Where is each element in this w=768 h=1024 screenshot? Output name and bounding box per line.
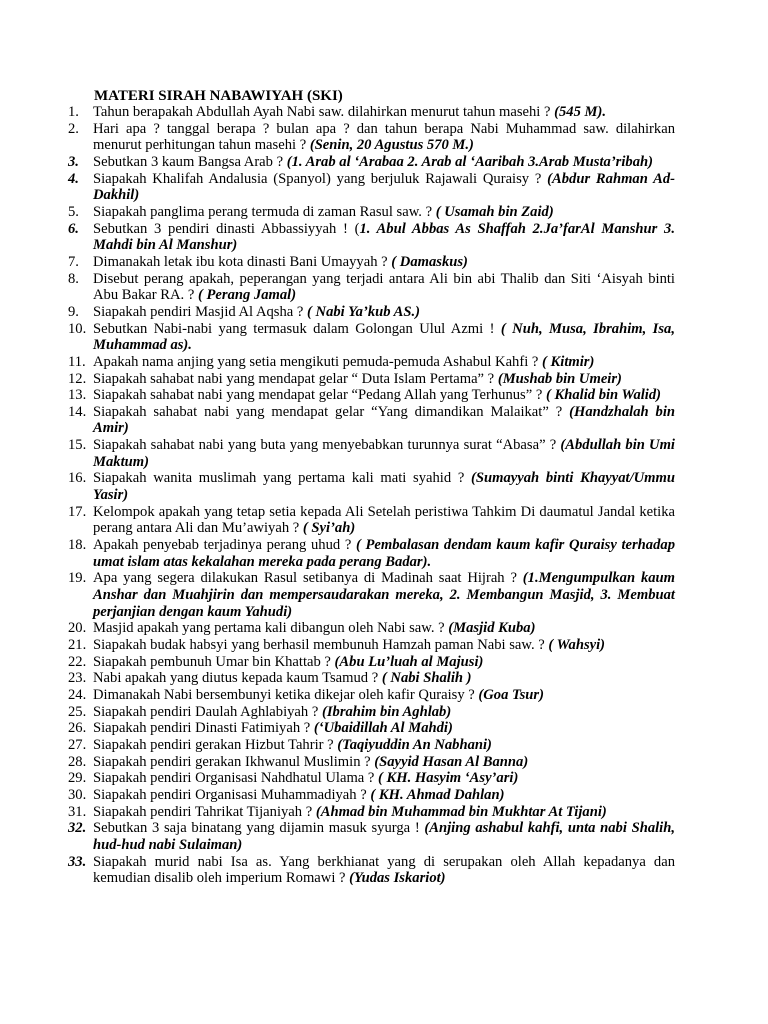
answer-text: (Handzhalah bin Amir): [93, 403, 675, 437]
question-number: 8.: [68, 270, 79, 287]
question-prompt: Siapakah pendiri gerakan Ikhwanul Muslimin ?: [93, 753, 375, 770]
question-text: [93, 271, 675, 304]
answer-text: ( Syi’ah): [302, 520, 356, 537]
question-item: [0, 537, 768, 570]
question-text: [93, 404, 675, 437]
question-text: [93, 687, 675, 704]
question-item: [0, 171, 768, 204]
question-text: [93, 321, 675, 354]
question-number: 21.: [68, 637, 87, 653]
question-number: 16.: [68, 470, 87, 487]
question-number: 7.: [68, 253, 79, 270]
question-number: 6.: [68, 220, 79, 237]
question-number: 2.: [68, 120, 79, 137]
question-item: [0, 204, 768, 221]
question-list: [0, 104, 768, 887]
question-prompt: Siapakah panglima perang termuda di zaman Rasul saw. ?: [93, 203, 436, 220]
question-prompt: Nabi apakah yang diutus kepada kaum Tsamud ?: [93, 670, 382, 687]
question-prompt: Siapakah budak habsyi yang berhasil membunuh Hamzah paman Nabi saw. ?: [93, 637, 549, 653]
question-number: 23.: [68, 670, 87, 687]
question-number: 20.: [68, 620, 87, 637]
question-number: 25.: [68, 703, 87, 720]
question-text: [93, 704, 675, 721]
answer-text: ( Usamah bin Zaid): [435, 203, 554, 220]
question-number: 10.: [68, 320, 87, 337]
question-text: [93, 470, 675, 503]
question-item: [0, 620, 768, 637]
question-number: 12.: [68, 370, 87, 387]
question-number: 9.: [68, 303, 79, 320]
answer-text: 1. Abul Abbas As Shaffah 2.Ja’farAl Manshur 3. Mahdi bin Al Manshur): [93, 220, 675, 254]
question-text: [93, 437, 675, 470]
question-number: 27.: [68, 736, 87, 753]
question-text: [93, 104, 675, 121]
question-number: 33.: [68, 853, 87, 870]
question-text: [93, 387, 675, 404]
question-number: 30.: [68, 786, 87, 803]
question-item: [0, 371, 768, 388]
question-number: 14.: [68, 403, 87, 420]
question-text: [93, 670, 675, 687]
question-number: 15.: [68, 437, 87, 454]
question-text: [93, 371, 675, 388]
question-item: [0, 637, 768, 654]
question-prompt: Dimanakah letak ibu kota dinasti Bani Umayyah ?: [93, 253, 392, 270]
question-prompt: Sebutkan 3 pendiri dinasti Abbassiyyah ! (: [93, 220, 360, 237]
question-item: [0, 254, 768, 271]
question-prompt: Siapakah sahabat nabi yang mendapat gelar “Pedang Allah yang Terhunus” ?: [93, 387, 546, 404]
answer-text: (545 M).: [554, 104, 607, 120]
question-item: [0, 354, 768, 371]
question-prompt: Siapakah sahabat nabi yang buta yang menyebabkan turunnya surat “Abasa” ?: [93, 437, 561, 454]
question-prompt: Kelompok apakah yang tetap setia kepada Ali Setelah peristiwa Tahkim Di daumatul Jandal ketika perang antara Ali dan Mu’awiyah ?: [93, 503, 675, 537]
question-item: [0, 770, 768, 787]
answer-text: ( Khalid bin Walid): [546, 387, 662, 404]
question-prompt: Tahun berapakah Abdullah Ayah Nabi saw. dilahirkan menurut tahun masehi ?: [93, 104, 555, 120]
answer-text: ( Pembalasan dendam kaum kafir Quraisy terhadap umat islam atas kekalahan mereka pada perang Badar).: [93, 537, 675, 570]
question-item: [0, 787, 768, 804]
answer-text: (1.Mengumpulkan kaum Anshar dan Muahjirin dan mempersaudarakan mereka, 2. Membangun Masjid, 3. Membuat perjanjian dengan kaum Yahudi): [93, 570, 676, 620]
answer-text: (Senin, 20 Agustus 570 M.): [309, 137, 474, 154]
answer-text: (Taqiyuddin An Nabhani): [337, 736, 492, 753]
question-prompt: Siapakah pendiri Daulah Aghlabiyah ?: [93, 703, 322, 720]
question-text: [93, 354, 675, 371]
question-item: [0, 404, 768, 437]
question-item: [0, 720, 768, 737]
question-number: 19.: [68, 570, 87, 587]
answer-text: ( Kitmir): [542, 353, 595, 370]
answer-text: (Ibrahim bin Aghlab): [321, 703, 452, 720]
question-prompt: Siapakah pendiri Dinasti Fatimiyah ?: [93, 720, 314, 737]
question-text: [93, 620, 675, 637]
question-prompt: Siapakah sahabat nabi yang mendapat gelar “Yang dimandikan Malaikat” ?: [93, 403, 570, 420]
question-prompt: Siapakah pendiri gerakan Hizbut Tahrir ?: [93, 736, 338, 753]
question-prompt: Siapakah sahabat nabi yang mendapat gelar “ Duta Islam Pertama” ?: [93, 370, 498, 387]
question-text: [93, 804, 675, 821]
answer-text: (Anjing ashabul kahfi, unta nabi Shalih, hud-hud nabi Sulaiman): [93, 820, 675, 853]
question-text: [93, 787, 675, 804]
answer-text: (Sayyid Hasan Al Banna): [374, 753, 529, 770]
question-number: 17.: [68, 503, 87, 520]
question-text: [93, 254, 675, 271]
answer-text: (Yudas Iskariot): [349, 870, 446, 887]
answer-text: ( Nuh, Musa, Ibrahim, Isa, Muhammad as).: [93, 320, 675, 354]
question-text: [93, 720, 675, 737]
question-item: [0, 737, 768, 754]
question-text: [93, 171, 675, 204]
question-prompt: Siapakah pendiri Organisasi Muhammadiyah ?: [93, 786, 371, 803]
question-number: 18.: [68, 537, 87, 554]
question-item: [0, 304, 768, 321]
question-item: [0, 271, 768, 304]
question-number: 31.: [68, 803, 87, 820]
question-number: 26.: [68, 720, 87, 737]
answer-text: (Abdur Rahman Ad-Dakhil): [93, 170, 675, 204]
question-prompt: Sebutkan Nabi-nabi yang termasuk dalam Golongan Ulul Azmi !: [93, 320, 501, 337]
question-number: 11.: [68, 353, 86, 370]
answer-text: (Abu Lu’luah al Majusi): [334, 653, 484, 670]
answer-text: (‘Ubaidillah Al Mahdi): [313, 720, 453, 737]
question-prompt: Siapakah wanita muslimah yang pertama kali mati syahid ?: [93, 470, 472, 487]
question-number: 24.: [68, 686, 87, 703]
answer-text: (Ahmad bin Muhammad bin Mukhtar At Tijani): [315, 803, 607, 820]
question-number: 32.: [68, 820, 87, 837]
question-item: [0, 154, 768, 171]
question-text: [93, 820, 675, 853]
question-item: [0, 754, 768, 771]
question-text: [93, 221, 675, 254]
answer-text: ( KH. Ahmad Dahlan): [370, 786, 505, 803]
answer-text: (Goa Tsur): [478, 686, 544, 703]
question-prompt: Sebutkan 3 kaum Bangsa Arab ?: [93, 153, 287, 170]
question-prompt: Hari apa ? tanggal berapa ? bulan apa ? dan tahun berapa Nabi Muhammad saw. dilahirkan menurut perhitungan tahun masehi ?: [93, 120, 675, 154]
question-item: [0, 470, 768, 503]
question-item: [0, 570, 768, 620]
question-item: [0, 854, 768, 887]
question-prompt: Siapakah pendiri Tahrikat Tijaniyah ?: [93, 803, 316, 820]
answer-text: ( KH. Hasyim ‘Asy’ari): [378, 770, 519, 787]
question-number: 4.: [68, 170, 79, 187]
question-number: 3.: [68, 153, 79, 170]
question-text: [93, 770, 675, 787]
question-text: [93, 637, 675, 654]
answer-text: (Masjid Kuba): [448, 620, 536, 637]
question-item: [0, 121, 768, 154]
question-item: [0, 820, 768, 853]
question-prompt: Apakah penyebab terjadinya perang uhud ?: [93, 537, 356, 554]
answer-text: ( Wahsyi): [548, 637, 606, 653]
question-text: [93, 154, 675, 171]
answer-text: (Sumayyah binti Khayyat/Ummu Yasir): [93, 470, 675, 504]
question-prompt: Disebut perang apakah, peperangan yang terjadi antara Ali bin abi Thalib dan Siti ‘Aisyah binti Abu Bakar RA. ?: [93, 270, 675, 304]
question-text: [93, 854, 675, 887]
question-text: [93, 737, 675, 754]
question-number: 22.: [68, 653, 87, 670]
answer-text: ( Damaskus): [391, 253, 468, 270]
question-prompt: Siapakah pendiri Organisasi Nahdhatul Ulama ?: [93, 770, 379, 787]
question-item: [0, 504, 768, 537]
answer-text: ( Nabi Ya’kub AS.): [307, 303, 421, 320]
question-item: [0, 687, 768, 704]
question-prompt: Siapakah pendiri Masjid Al Aqsha ?: [93, 303, 308, 320]
question-text: [93, 304, 675, 321]
question-number: 29.: [68, 770, 87, 787]
question-prompt: Dimanakah Nabi bersembunyi ketika dikejar oleh kafir Quraisy ?: [93, 686, 479, 703]
answer-text: ( Perang Jamal): [197, 287, 297, 304]
question-number: 1.: [68, 104, 79, 120]
answer-text: (Abdullah bin Umi Maktum): [93, 437, 675, 470]
question-prompt: Apakah nama anjing yang setia mengikuti pemuda-pemuda Ashabul Kahfi ?: [93, 353, 543, 370]
answer-text: (Mushab bin Umeir): [497, 370, 622, 387]
question-text: [93, 204, 675, 221]
question-prompt: Sebutkan 3 saja binatang yang dijamin masuk syurga !: [93, 820, 425, 837]
question-prompt: Siapakah pembunuh Umar bin Khattab ?: [93, 653, 335, 670]
answer-text: (1. Arab al ‘Arabaa 2. Arab al ‘Aaribah 3.Arab Musta’ribah): [286, 153, 653, 170]
question-item: [0, 654, 768, 671]
question-prompt: Apa yang segera dilakukan Rasul setibanya di Madinah saat Hijrah ?: [93, 570, 523, 587]
question-prompt: Masjid apakah yang pertama kali dibangun oleh Nabi saw. ?: [93, 620, 449, 637]
question-item: [0, 104, 768, 121]
question-prompt: Siapakah Khalifah Andalusia (Spanyol) yang berjuluk Rajawali Quraisy ?: [93, 170, 548, 187]
question-text: [93, 537, 675, 570]
question-text: [93, 121, 675, 154]
question-text: [93, 570, 675, 620]
question-number: 13.: [68, 387, 87, 404]
question-number: 28.: [68, 753, 87, 770]
question-item: [0, 704, 768, 721]
question-item: [0, 387, 768, 404]
question-item: [0, 804, 768, 821]
question-text: [93, 654, 675, 671]
answer-text: ( Nabi Shalih ): [381, 670, 472, 687]
question-number: 5.: [68, 203, 79, 220]
question-text: [93, 754, 675, 771]
question-item: [0, 321, 768, 354]
document-title: MATERI SIRAH NABAWIYAH (SKI): [94, 88, 343, 104]
question-item: [0, 437, 768, 470]
question-text: [93, 504, 675, 537]
question-item: [0, 221, 768, 254]
question-prompt: Siapakah murid nabi Isa as. Yang berkhianat yang di serupakan oleh Allah kepadanya dan kemudian disalib oleh imperium Romawi ?: [93, 853, 675, 887]
question-item: [0, 670, 768, 687]
